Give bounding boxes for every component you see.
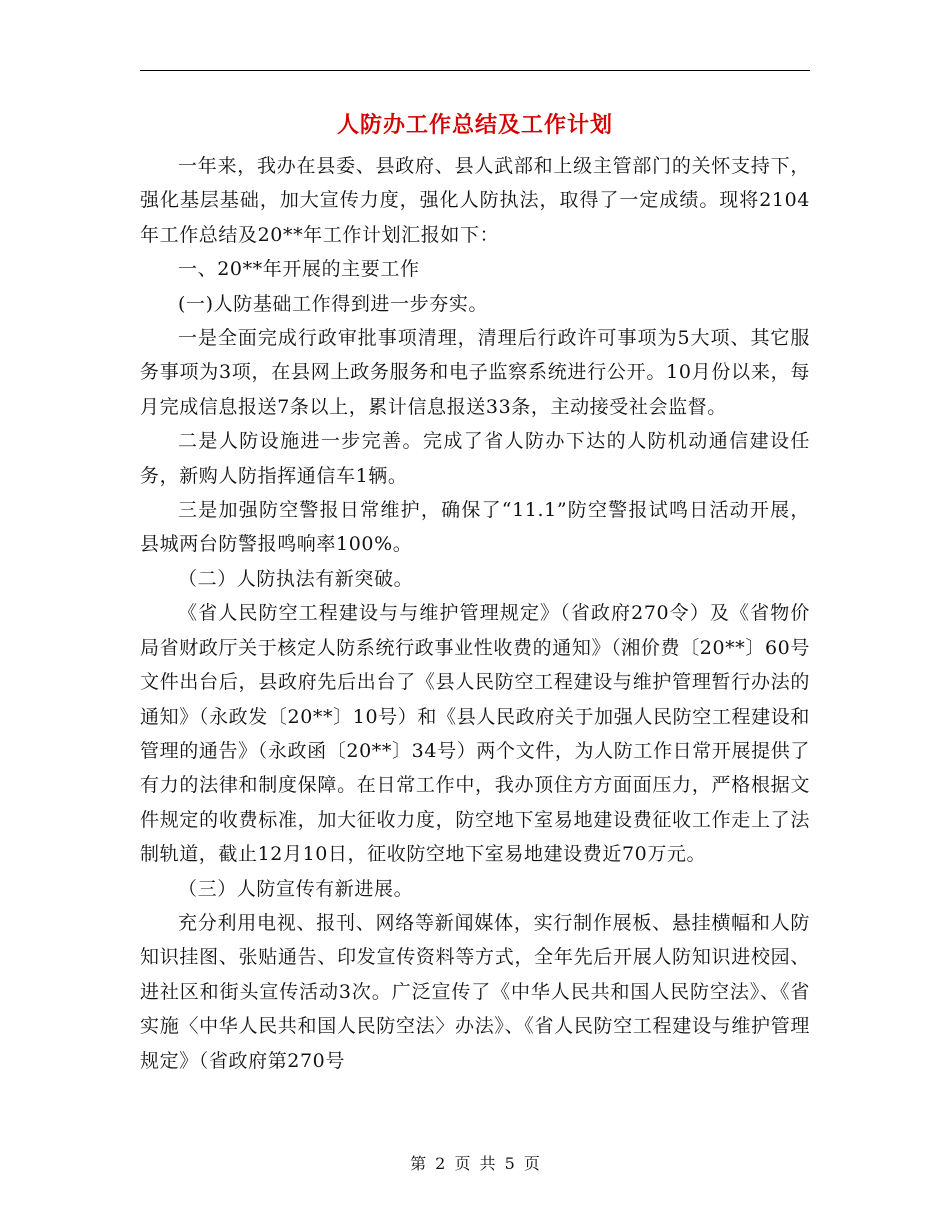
paragraph-regulations: 《省人民防空工程建设与与维护管理规定》（省政府270令）及《省物价局省财政厅关于核定人防系统行政事业性收费的通知》（湘价费〔20**〕60号文件出台后，县政府先后出台了《县人民防空工程建设与维护管理暂行办法的通知》（永政发〔20**〕10号）和《县人民政府关于加强人民防空工程建设和管理的通告》（永政函〔20**〕34号）两个文件，为人防工作日常开展提供了有力的法律和制度保障。在日常工作中，我办顶住方方面面压力，严格根据文件规定的收费标准，加大征收力度，防空地下室易地建设费征收工作走上了法制轨道，截止12月10日，征收防空地下室易地建设费近70万元。 xyxy=(140,602,810,866)
subsection-heading-enforcement: （二）人防执法有新突破。 xyxy=(178,567,414,590)
paragraph-publicity: 充分利用电视、报刊、网络等新闻媒体，实行制作展板、悬挂横幅和人防知识挂图、张贴通告、印发宣传资料等方式，全年先后开展人防知识进校园、进社区和街头宣传活动3次。广泛宣传了《中华人民共和国人民防空法》、《省实施〈中华人民共和国人民防空法〉办法》、《省人民防空工程建设与维护管理规定》（省政府第270号 xyxy=(140,911,810,1072)
subsection-heading-foundation: (一)人防基础工作得到进一步夯实。 xyxy=(178,292,489,315)
subsection-heading-publicity: （三）人防宣传有新进展。 xyxy=(178,877,414,900)
header-rule xyxy=(140,70,810,71)
paragraph-alarm: 三是加强防空警报日常维护，确保了“11.1”防空警报试鸣日活动开展，县城两台防警报鸣响率100%。 xyxy=(140,499,810,556)
paragraph-facilities: 二是人防设施进一步完善。完成了省人防办下达的人防机动通信建设任务，新购人防指挥通信车1辆。 xyxy=(140,430,810,487)
paragraph-intro: 一年来，我办在县委、县政府、县人武部和上级主管部门的关怀支持下，强化基层基础，加大宣传力度，强化人防执法，取得了一定成绩。现将2104年工作总结及20**年工作计划汇报如下： xyxy=(140,155,810,246)
section-heading-main-work: 一、20**年开展的主要工作 xyxy=(178,258,420,281)
document-body xyxy=(140,149,810,1078)
document-title: 人防办工作总结及工作计划 xyxy=(336,112,613,138)
page-number: 第 2 页 共 5 页 xyxy=(410,1154,540,1173)
paragraph-approval-items: 一是全面完成行政审批事项清理，清理后行政许可事项为5大项、其它服务事项为3项，在县网上政务服务和电子监察系统进行公开。10月份以来，每月完成信息报送7条以上，累计信息报送33条，主动接受社会监督。 xyxy=(140,327,810,418)
